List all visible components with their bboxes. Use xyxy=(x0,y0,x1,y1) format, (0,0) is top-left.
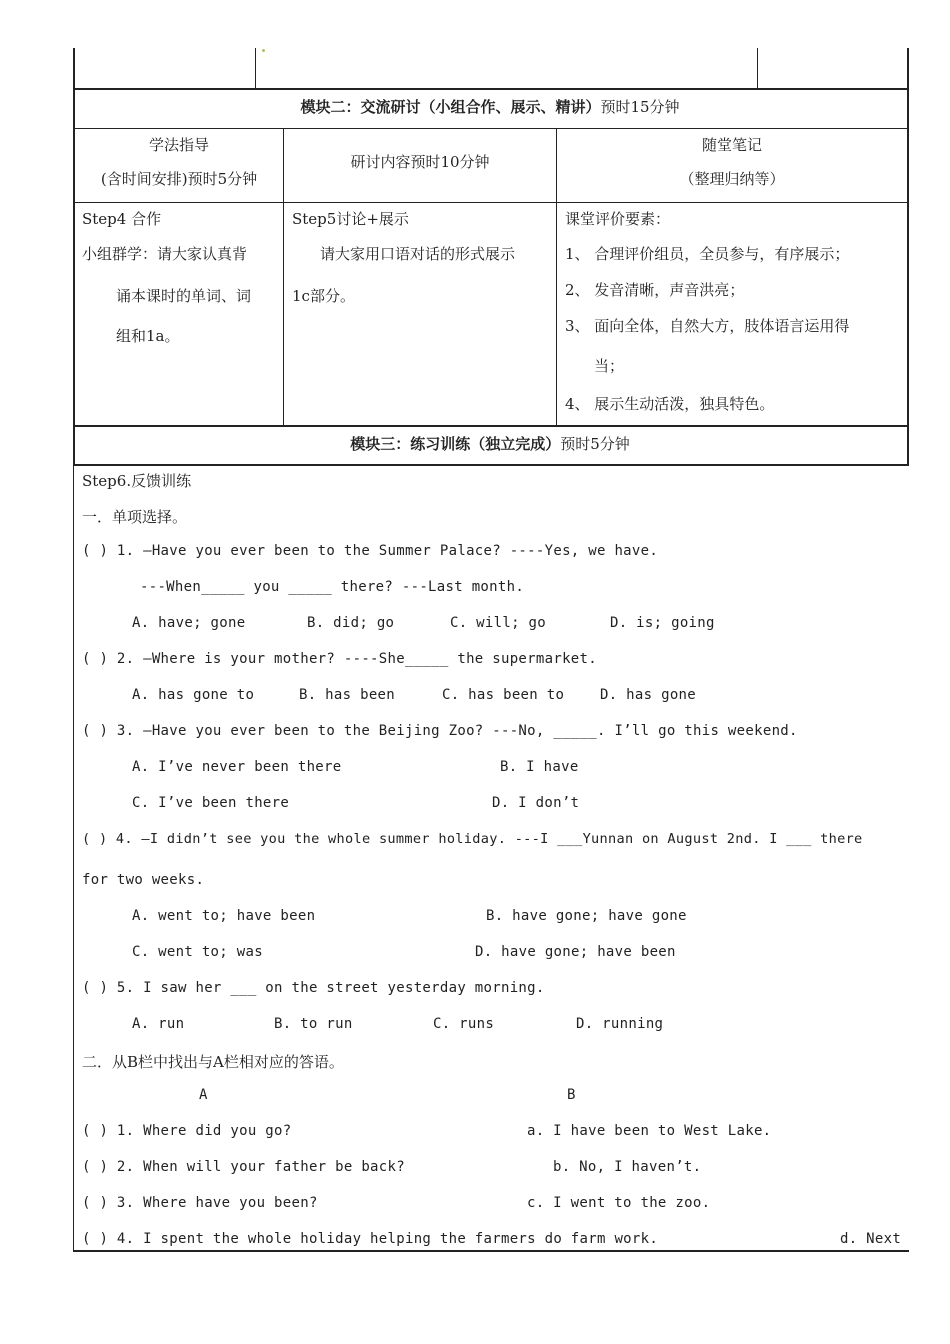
col1-line-1: 小组群学：请大家认真背 xyxy=(82,245,248,263)
q5-option-d: D. running xyxy=(576,1016,664,1032)
q3-option-b: B. I have xyxy=(500,759,579,775)
page-bottom-line xyxy=(73,1250,909,1252)
module2-heading-bold: 模块二：交流研讨（小组合作、展示、精讲） xyxy=(300,98,601,116)
step6-title: Step6.反馈训练 xyxy=(82,472,192,490)
top-row-bottom xyxy=(73,88,909,90)
match1-question: ( ) 1. Where did you go? xyxy=(82,1123,292,1139)
match3-question: ( ) 3. Where have you been? xyxy=(82,1195,318,1211)
q1-option-a: A. have; gone xyxy=(132,615,246,631)
q2-option-d: D. has gone xyxy=(600,687,697,703)
col3-line-3: 3、 面向全体，自然大方，肢体语言运用得 xyxy=(565,317,850,335)
content-row-bottom xyxy=(73,425,909,427)
q1-line2: ---When_____ you _____ there? ---Last month. xyxy=(140,579,525,595)
module3-heading xyxy=(0,433,950,454)
q3-line1: ( ) 3. —Have you ever been to the Beijing Zoo? ---No, _____. I’ll go this weekend. xyxy=(82,723,798,739)
q5-option-b: B. to run xyxy=(274,1016,353,1032)
q4-line2: for two weeks. xyxy=(82,872,205,888)
q1-option-b: B. did; go xyxy=(307,615,395,631)
col3-line-1: 1、 合理评价组员，全员参与，有序展示； xyxy=(565,245,850,263)
col1-line-3: 组和1a。 xyxy=(116,327,180,345)
top-row-divider-1 xyxy=(255,48,256,88)
col3-header-line1: 随堂笔记 xyxy=(701,136,762,154)
module2-heading xyxy=(0,96,950,117)
q4-option-c: C. went to; was xyxy=(132,944,263,960)
match4-answer: d. Next xyxy=(840,1231,902,1247)
part2-title: 二．从B栏中找出与A栏相对应的答语。 xyxy=(82,1053,344,1071)
q4-option-b: B. have gone; have gone xyxy=(486,908,687,924)
q3-option-d: D. I don’t xyxy=(492,795,580,811)
col1-header-line2: (含时间安排)预时5分钟 xyxy=(100,170,258,188)
col2-line-2: 1c部分。 xyxy=(292,287,355,305)
column-b-label: B xyxy=(567,1087,576,1103)
q5-option-a: A. run xyxy=(132,1016,185,1032)
col3-line-0: 课堂评价要素： xyxy=(565,210,671,228)
module3-heading-time: 预时5分钟 xyxy=(560,435,630,453)
q2-line1: ( ) 2. —Where is your mother? ----She_____ the supermarket. xyxy=(82,651,597,667)
module3-heading-bottom xyxy=(73,464,909,466)
top-row-divider-2 xyxy=(757,48,758,88)
col2-line-0: Step5讨论+展示 xyxy=(292,210,409,228)
module3-heading-bold: 模块三：练习训练（独立完成） xyxy=(350,435,561,453)
q5-line1: ( ) 5. I saw her ___ on the street yesterday morning. xyxy=(82,980,545,996)
module2-heading-time: 预时15分钟 xyxy=(600,98,680,116)
q1-option-d: D. is; going xyxy=(610,615,715,631)
header-divider-1 xyxy=(283,128,284,426)
exercise-left-border xyxy=(73,466,74,1251)
q4-line1: ( ) 4. —I didn’t see you the whole summer holiday. ---I ___Yunnan on August 2nd. I ___ there xyxy=(82,831,863,847)
col3-line-2: 2、 发音清晰，声音洪亮； xyxy=(565,281,745,299)
match2-answer: b. No, I haven’t. xyxy=(553,1159,702,1175)
q2-option-a: A. has gone to xyxy=(132,687,255,703)
q3-option-a: A. I’ve never been there xyxy=(132,759,342,775)
col2-line-1: 请大家用口语对话的形式展示 xyxy=(320,245,516,263)
col1-line-0: Step4 合作 xyxy=(82,210,162,228)
scan-dot xyxy=(262,49,265,52)
q2-option-b: B. has been xyxy=(299,687,396,703)
col1-line-2: 诵本课时的单词、词 xyxy=(116,287,252,305)
col3-line-5: 4、 展示生动活泼，独具特色。 xyxy=(565,395,775,413)
module2-heading-bottom xyxy=(73,128,909,129)
q3-option-c: C. I’ve been there xyxy=(132,795,290,811)
q1-option-c: C. will; go xyxy=(450,615,547,631)
header-row-bottom xyxy=(73,202,909,203)
match1-answer: a. I have been to West Lake. xyxy=(527,1123,772,1139)
part1-title: 一．单项选择。 xyxy=(82,508,188,526)
match3-answer: c. I went to the zoo. xyxy=(527,1195,711,1211)
q1-line1: ( ) 1. —Have you ever been to the Summer Palace? ----Yes, we have. xyxy=(82,543,659,559)
match4-question: ( ) 4. I spent the whole holiday helping the farmers do farm work. xyxy=(82,1231,659,1247)
q4-option-a: A. went to; have been xyxy=(132,908,316,924)
col3-line-4: 当； xyxy=(594,357,625,375)
col1-header-line1: 学法指导 xyxy=(148,136,209,154)
q4-option-d: D. have gone; have been xyxy=(475,944,676,960)
q2-option-c: C. has been to xyxy=(442,687,565,703)
col2-header: 研讨内容预时10分钟 xyxy=(350,153,490,171)
column-a-label: A xyxy=(199,1087,208,1103)
match2-question: ( ) 2. When will your father be back? xyxy=(82,1159,405,1175)
col3-header-line2: （整理归纳等） xyxy=(679,170,785,188)
q5-option-c: C. runs xyxy=(433,1016,495,1032)
